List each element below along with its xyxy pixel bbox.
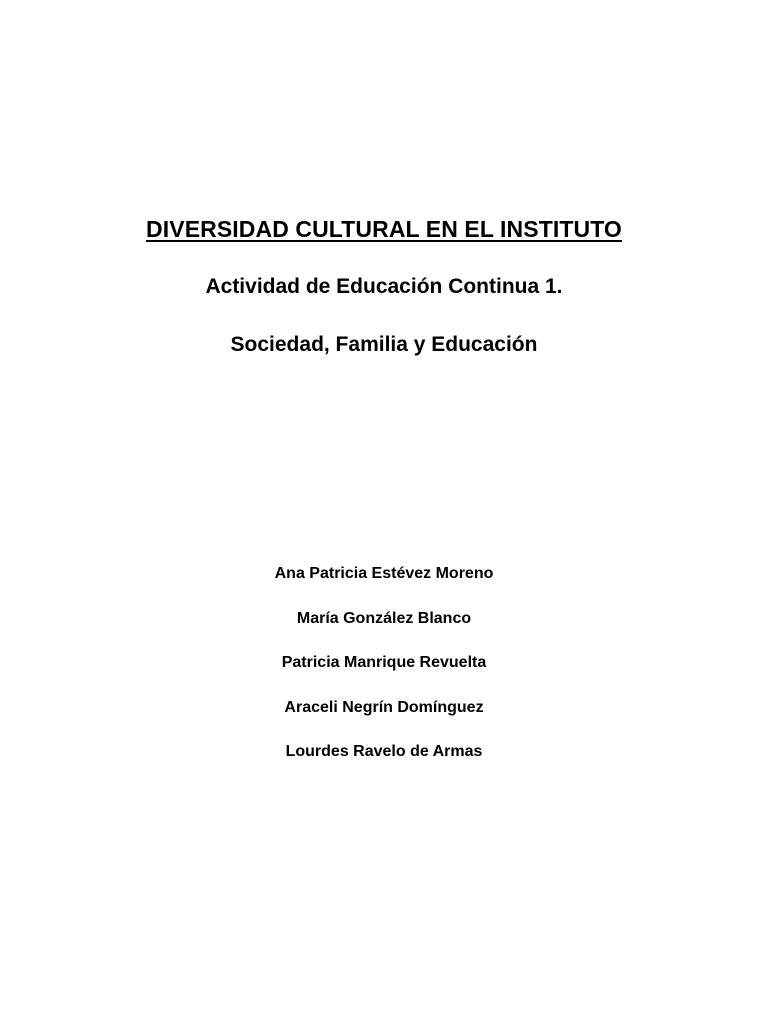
document-title: DIVERSIDAD CULTURAL EN EL INSTITUTO: [146, 216, 622, 242]
activity-subtitle: Actividad de Educación Continua 1.: [205, 275, 563, 298]
author-name: Ana Patricia Estévez Moreno: [274, 565, 494, 582]
author-name: Lourdes Ravelo de Armas: [285, 743, 483, 760]
title-block: [0, 213, 768, 361]
author-name: Patricia Manrique Revuelta: [281, 654, 487, 671]
author-list: [0, 562, 768, 785]
author-name: Araceli Negrín Domínguez: [284, 698, 484, 716]
course-subtitle: Sociedad, Familia y Educación: [230, 333, 538, 356]
author-name: María González Blanco: [296, 609, 472, 627]
